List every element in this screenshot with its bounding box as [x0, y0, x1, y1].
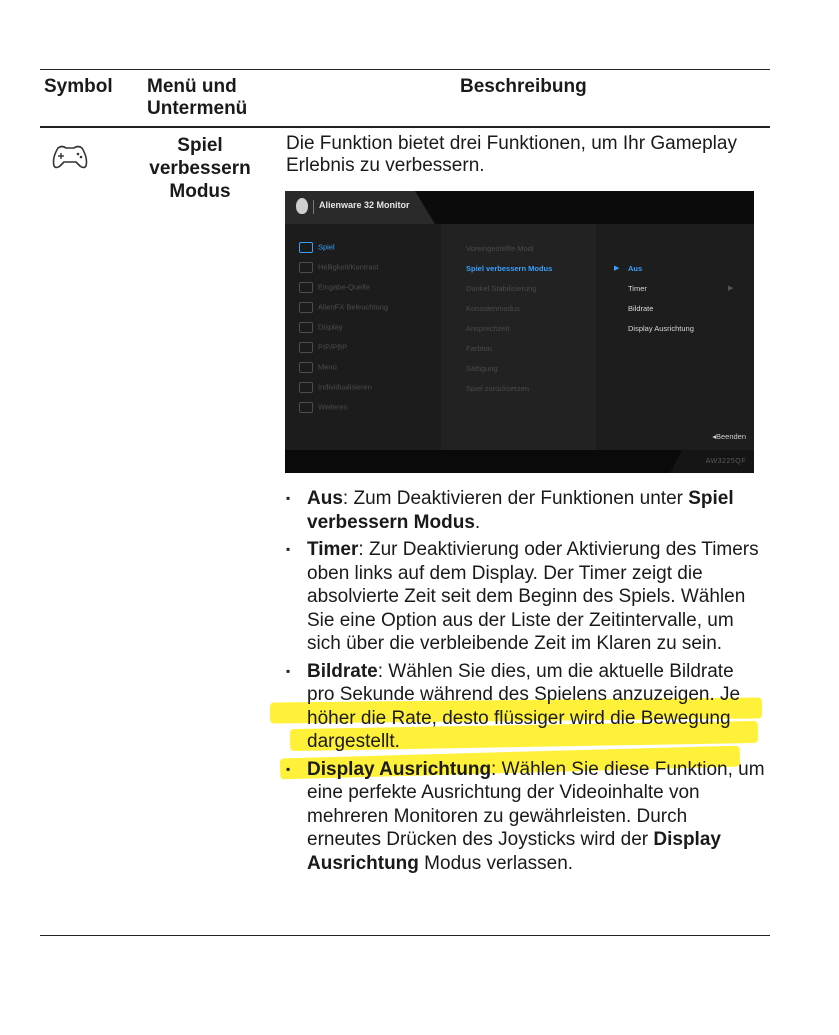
submenu-arrow-icon: ▶ [728, 285, 734, 292]
menu-icon [299, 362, 313, 373]
osd-submenu-item[interactable]: Sättigung [466, 364, 498, 373]
header-menu-line2: Untermenü [147, 98, 248, 119]
osd-submenu-item[interactable]: Ansprechzeit [466, 324, 510, 333]
header-description: Beschreibung [460, 76, 587, 97]
osd-submenu-item[interactable]: Dunkel Stabilisierung [466, 284, 537, 293]
osd-option-aus[interactable]: Aus [628, 264, 643, 273]
osd-option-display-alignment[interactable]: Display Ausrichtung [628, 324, 694, 333]
gamepad-icon [50, 142, 90, 172]
selected-arrow-icon: ▶ [614, 265, 620, 272]
menu-name-line3: Modus [169, 181, 231, 202]
feature-list [286, 487, 766, 879]
alienware-logo-icon [296, 198, 308, 214]
osd-exit-button[interactable]: ◂Beenden [712, 432, 746, 441]
osd-option-bildrate[interactable]: Bildrate [628, 304, 654, 313]
osd-option-timer[interactable]: Timer [628, 284, 647, 293]
alienfx-icon [299, 302, 313, 313]
menu-name [140, 134, 260, 203]
osd-menu-item-brightness[interactable]: Helligkeit/Kontrast [299, 262, 378, 273]
osd-screenshot [285, 191, 754, 473]
osd-model-label: AW3225QF [705, 458, 746, 465]
list-item-display-alignment: ▪ Display Ausrichtung: Wählen Sie diese Funktion, um eine perfekte Ausrichtung der Videoinhalte von mehreren Monitoren zu gewährleisten. Durch erneutes Drücken des Joysticks wird der Display Ausrichtung Modus verlassen. [286, 758, 766, 876]
input-source-icon [299, 282, 313, 293]
table-bottom-rule [40, 935, 770, 936]
osd-options [596, 224, 754, 450]
list-item-aus: ▪ Aus: Zum Deaktivieren der Funktionen unter Spiel verbessern Modus. [286, 487, 766, 534]
osd-menu-item-menu[interactable]: Menü [299, 362, 337, 373]
osd-submenu [441, 224, 596, 450]
display-icon [299, 322, 313, 333]
brightness-icon [299, 262, 313, 273]
osd-main-menu [285, 224, 441, 450]
header-symbol: Symbol [44, 76, 113, 97]
osd-submenu-item[interactable]: Konsolenmodus [466, 304, 520, 313]
osd-submenu-item[interactable]: Spiel zurücksetzen [466, 384, 529, 393]
table-top-rule [40, 69, 770, 70]
header-bottom-rule [40, 126, 770, 128]
list-item-bildrate: ▪ Bildrate: Wählen Sie dies, um die aktuelle Bildrate pro Sekunde während des Spielens anzuzeigen. Je höher die Rate, desto flüssiger wird die Bewegung dargestellt. [286, 660, 766, 754]
osd-submenu-item[interactable]: Voreingestellte Modi [466, 244, 534, 253]
list-item-timer: ▪ Timer: Zur Deaktivierung oder Aktivierung des Timers oben links auf dem Display. Der Timer zeigt die absolvierte Zeit seit dem Beginn des Spiels. Wählen Sie eine Option aus der Liste der Zeitintervalle, um sich über die verbleibende Zeit im Klaren zu sein. [286, 538, 766, 656]
osd-menu-item-alienfx[interactable]: AlienFX Beleuchtung [299, 302, 388, 313]
menu-name-line2: verbessern [149, 158, 251, 179]
osd-title-separator [313, 200, 314, 214]
osd-menu-item-display[interactable]: Display [299, 322, 343, 333]
header-menu [147, 76, 247, 120]
star-icon [299, 382, 313, 393]
osd-menu-item-others[interactable]: Weiteres [299, 402, 347, 413]
pip-icon [299, 342, 313, 353]
osd-submenu-item[interactable]: Farbton [466, 344, 492, 353]
intro-text: Die Funktion bietet drei Funktionen, um Ihr Gameplay Erlebnis zu verbessern. [286, 133, 737, 176]
osd-menu-item-pip[interactable]: PIP/PBP [299, 342, 347, 353]
osd-menu-item-input[interactable]: Eingabe-Quelle [299, 282, 370, 293]
osd-submenu-item-active[interactable]: Spiel verbessern Modus [466, 264, 553, 273]
osd-menu-item-personalize[interactable]: Individualisieren [299, 382, 372, 393]
header-menu-line1: Menü und [147, 76, 237, 97]
menu-name-line1: Spiel [177, 135, 223, 156]
others-icon [299, 402, 313, 413]
gamepad-icon [299, 242, 313, 253]
osd-menu-item-spiel[interactable]: Spiel [299, 242, 335, 253]
osd-title: Alienware 32 Monitor [319, 200, 410, 210]
